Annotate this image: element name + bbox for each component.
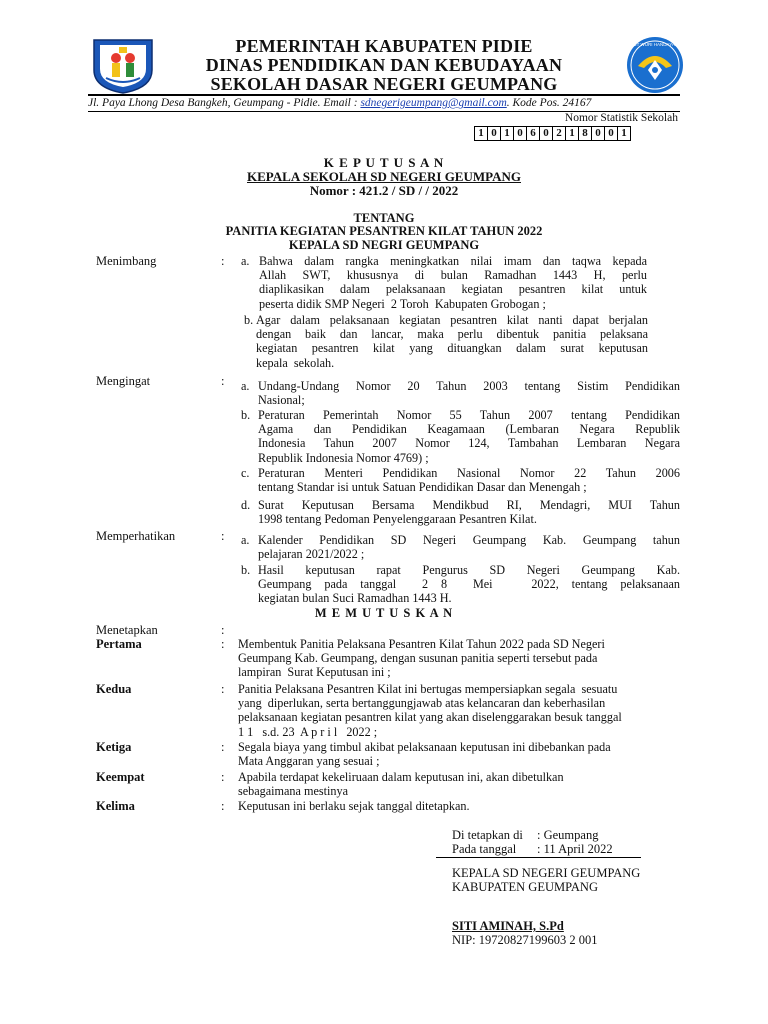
text-line: 1 1 s.d. 23 A p r i l 2022 ; [238,724,378,739]
text-line: kepala sekolah. [256,355,335,370]
decision-colon: : [221,799,225,813]
logo-right-text: TUT WURI HANDAYANI [630,42,680,47]
decision-text [238,637,678,680]
text-line: Geumpang Kab. Geumpang, dengan susunan panitia seperti tersebut pada [238,651,598,666]
text-line: Bahwa dalam rangka meningkatkan nilai imam dan taqwa kepada [259,254,647,268]
decision-label: Ketiga [96,740,132,754]
sign-date-value: : 11 April 2022 [537,842,613,856]
mengingat-item-text [258,379,680,407]
memperhatikan-item-text [258,563,680,606]
title-kepala: KEPALA SEKOLAH SD NEGERI GEUMPANG [247,169,521,184]
sign-nip: NIP: 19720827199603 2 001 [452,933,598,947]
text-line: Nasional; [258,393,305,408]
stat-digit-box: 0 [488,127,501,140]
sign-divider [436,857,641,858]
decision-label: Keempat [96,770,145,784]
left-regional-logo-icon [92,36,154,94]
text-line: Kalender Pendidikan SD Negeri Geumpang Kab. Geumpang tahun [258,533,680,547]
decision-colon: : [221,770,225,784]
stat-digit-box: 0 [592,127,605,140]
memperhatikan-colon: : [221,529,225,543]
stat-digit-box: 0 [605,127,618,140]
text-line: Hasil keputusan rapat Pengurus SD Negeri Geumpang Kab. [258,563,680,577]
mengingat-item-marker: d. [241,498,251,512]
memperhatikan-item-text [258,533,680,561]
text-line: Peraturan Pemerintah Nomor 55 Tahun 2007 tentang Pendidikan [258,408,680,422]
text-line: Membentuk Panitia Pelaksana Pesantren Kilat Tahun 2022 pada SD Negeri [238,637,605,651]
text-line: kegiatan bulan Suci Ramadhan 1443 H. [258,591,452,606]
text-line: tentang Standar isi untuk Satuan Pendidikan Dasar dan Menengah ; [258,480,587,495]
menimbang-b-text [256,313,648,370]
stat-digit-box: 1 [621,127,627,139]
memperhatikan-item-marker: a. [241,533,250,547]
memutuskan-heading: M E M U T U S K A N [314,606,454,620]
header-line-3: SEKOLAH DASAR NEGERI GEUMPANG [210,74,558,94]
title-subject: PANITIA KEGIATAN PESANTREN KILAT TAHUN 2022 [225,224,543,238]
email-link[interactable]: sdnegerigeumpang@gmail.com [360,97,507,109]
text-line: Surat Keputusan Bersama Mendikbud RI, Mendagri, MUI Tahun [258,498,680,512]
menetapkan-label: Menetapkan [96,623,158,637]
decision-text [238,770,678,798]
text-line: Undang-Undang Nomor 20 Tahun 2003 tentang Sistim Pendidikan [258,379,680,393]
sign-title-1: KEPALA SD NEGERI GEUMPANG [452,866,641,880]
decision-colon: : [221,740,225,754]
stat-digit-box: 1 [501,127,514,140]
text-line: Peraturan Menteri Pendidikan Nasional Nomor 22 Tahun 2006 [258,466,680,480]
mengingat-label: Mengingat [96,374,151,388]
stat-digit-box: 1 [475,127,488,140]
mengingat-item-text [258,466,680,494]
header-rule-thick [88,94,680,96]
title-tentang: TENTANG [353,211,415,225]
address-line [88,97,728,109]
sign-name: SITI AMINAH, S.Pd [452,919,564,933]
text-line: sebagaimana mestinya [238,784,348,799]
text-line: Agama dan Pendidikan Keagamaan (Lembaran Negara Republik [258,422,680,437]
stat-digit-box: 6 [527,127,540,140]
mengingat-item-marker: b. [241,408,251,422]
header-line-1: PEMERINTAH KABUPATEN PIDIE [235,36,533,56]
menimbang-a-marker: a. [241,254,250,268]
stat-digit-box: 1 [566,127,579,140]
text-line: kegiatan pesantren kilat yang dituangkan dalam surat keputusan [256,341,648,356]
decision-label: Pertama [96,637,142,651]
tut-wuri-handayani-icon [624,36,686,94]
stat-number-boxes [474,126,631,141]
menimbang-label: Menimbang [96,254,157,268]
stat-digit-box: 0 [514,127,527,140]
header-line-2: DINAS PENDIDIKAN DAN KEBUDAYAAN [205,55,563,75]
decision-label: Kedua [96,682,132,696]
text-line: diaplikasikan dalam pelaksanaan kegiatan pesantren kilat untuk [259,282,647,297]
stat-digit-box: 8 [579,127,592,140]
menimbang-b-marker: b. [244,313,254,327]
mengingat-colon: : [221,374,225,388]
text-line: Apabila terdapat kekeliruaan dalam keputusan ini, akan dibetulkan [238,770,564,784]
decision-label: Kelima [96,799,135,813]
menetapkan-colon: : [221,623,225,637]
text-line: dengan baik dan lancar, maka perlu dibentuk panitia pelaksana [256,327,648,342]
text-line: lampiran Surat Keputusan ini ; [238,665,391,680]
text-line: Allah SWT, khususnya di bulan Ramadhan 1443 H, perlu [259,268,647,283]
mengingat-item-text [258,408,680,465]
mengingat-item-marker: c. [241,466,250,480]
text-line: Mata Anggaran yang sesuai ; [238,754,380,769]
text-line: pelajaran 2021/2022 ; [258,547,365,562]
text-line: peserta didik SMP Negeri 2 Toroh Kabupaten Grobogan ; [259,296,546,311]
text-line: Panitia Pelaksana Pesantren Kilat ini bertugas mempersiapkan segala sesuatu [238,682,618,696]
menimbang-a-text [259,254,647,311]
sign-place-value: : Geumpang [537,828,599,842]
title-keputusan: K E P U T U S A N [323,155,445,170]
decision-text [238,740,678,768]
sign-title-2: KABUPATEN GEUMPANG [452,880,598,894]
decision-text [238,682,678,739]
stat-label: Nomor Statistik Sekolah [564,112,678,124]
text-line: Geumpang pada tanggal 2 8 Mei 2022, tentang pelaksanaan [258,577,680,592]
text-line: Agar dalam pelaksanaan kegiatan pesantren kilat nanti dapat berjalan [256,313,648,327]
menimbang-colon: : [221,254,225,268]
text-line: pelaksanaan kegiatan pesantren kilat yang akan diselenggarakan besuk tanggal [238,710,622,725]
text-line: Indonesia Tahun 2007 Nomor 124, Tambahan Lembaran Negara [258,436,680,451]
decision-text [238,799,678,813]
memperhatikan-item-marker: b. [241,563,251,577]
text-line: 1998 tentang Pedoman Penyelenggaraan Pesantren Kilat. [258,512,537,527]
stat-digit-box: 0 [540,127,553,140]
title-nomor: Nomor : 421.2 / SD / / 2022 [309,183,459,198]
mengingat-item-marker: a. [241,379,250,393]
text-line: Republik Indonesia Nomor 4769) ; [258,450,429,465]
text-line: Keputusan ini berlaku sejak tanggal ditetapkan. [238,799,470,813]
title-issuer: KEPALA SD NEGRI GEUMPANG [288,238,480,252]
memperhatikan-label: Memperhatikan [96,529,176,543]
sign-place-label: Di tetapkan di [452,828,523,842]
address-prefix: Jl. Paya Lhong Desa Bangkeh, Geumpang - Pidie. Email : [88,97,361,109]
mengingat-item-text [258,498,680,526]
sign-date-label: Pada tanggal [452,842,517,856]
text-line: yang diperlukan, serta bertanggungjawab atas kelancaran dan keberhasilan [238,696,606,711]
address-suffix: . Kode Pos. 24167 [506,97,592,109]
text-line: Segala biaya yang timbul akibat pelaksanaan keputusan ini dibebankan pada [238,740,611,754]
decision-colon: : [221,682,225,696]
decision-colon: : [221,637,225,651]
stat-digit-box: 2 [553,127,566,140]
